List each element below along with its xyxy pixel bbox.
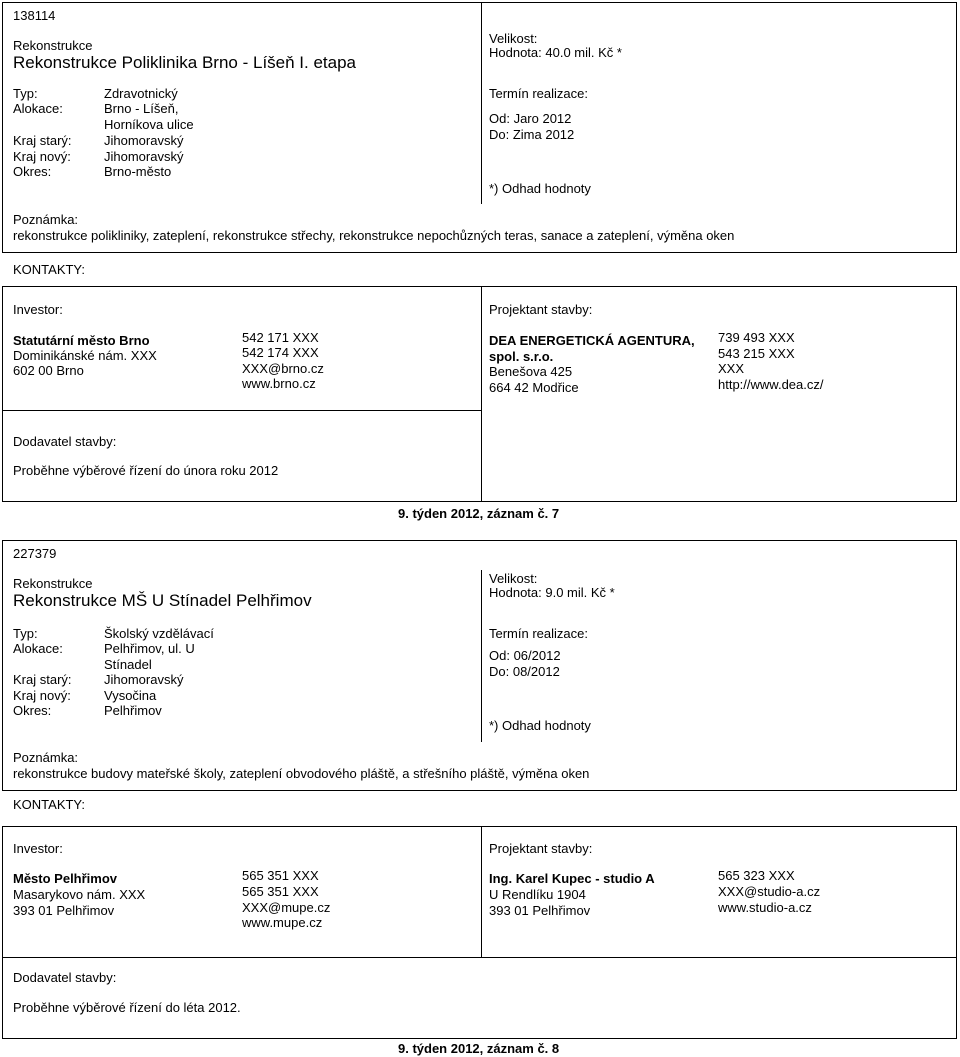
contacts-hline xyxy=(2,410,482,411)
header-divider xyxy=(481,2,482,204)
dodavatel-label: Dodavatel stavby: xyxy=(13,970,117,985)
typ-label: Typ: xyxy=(13,626,38,641)
kraj-novy-label: Kraj nový: xyxy=(13,149,71,164)
record-footer: 9. týden 2012, záznam č. 7 xyxy=(398,506,560,521)
velikost-label: Velikost: xyxy=(489,31,538,46)
termin-do: Do: 08/2012 xyxy=(489,664,560,679)
investor-email: XXX@mupe.cz xyxy=(242,900,331,915)
termin-do: Do: Zima 2012 xyxy=(489,127,575,142)
okres-value: Pelhřimov xyxy=(104,703,162,718)
dodavatel-text: Proběhne výběrové řízení do února roku 2012 xyxy=(13,463,279,478)
termin-od: Od: Jaro 2012 xyxy=(489,111,572,126)
contacts-divider xyxy=(481,826,482,957)
velikost-label: Velikost: xyxy=(489,571,538,586)
poznamka-text: rekonstrukce budovy mateřské školy, zateplení obvodového pláště, a střešního pláště, výměna oken xyxy=(13,766,590,781)
record-footer: 9. týden 2012, záznam č. 8 xyxy=(398,1041,560,1056)
kraj-stary-value: Jihomoravský xyxy=(104,672,184,687)
kontakty-label: KONTAKTY: xyxy=(13,262,85,277)
termin-od: Od: 06/2012 xyxy=(489,648,561,663)
investor-name: Město Pelhřimov xyxy=(13,871,118,886)
kontakty-label: KONTAKTY: xyxy=(13,797,85,812)
alokace-value-2: Stínadel xyxy=(104,657,152,672)
header-divider xyxy=(481,570,482,742)
investor-label: Investor: xyxy=(13,302,63,317)
projektant-email: XXX xyxy=(718,361,745,376)
poznamka-label: Poznámka: xyxy=(13,750,79,765)
poznamka-text: rekonstrukce polikliniky, zateplení, rekonstrukce střechy, rekonstrukce nepochůzných teras, sanace a zateplení, výměna oken xyxy=(13,228,735,243)
record-id: 227379 xyxy=(13,546,57,561)
kraj-stary-label: Kraj starý: xyxy=(13,672,72,687)
alokace-label: Alokace: xyxy=(13,641,63,656)
projektant-label: Projektant stavby: xyxy=(489,302,593,317)
projektant-address-2: 393 01 Pelhřimov xyxy=(489,903,591,918)
kraj-novy-label: Kraj nový: xyxy=(13,688,71,703)
termin-label: Termín realizace: xyxy=(489,86,588,101)
investor-phone-2: 542 174 XXX xyxy=(242,345,319,360)
record-title: Rekonstrukce Poliklinika Brno - Líšeň I. etapa xyxy=(13,53,357,72)
record-id: 138114 xyxy=(13,8,56,23)
typ-value: Školský vzdělávací xyxy=(104,626,214,641)
dodavatel-text: Proběhne výběrové řízení do léta 2012. xyxy=(13,1000,241,1015)
contacts-hline xyxy=(2,957,957,958)
investor-phone-2: 565 351 XXX xyxy=(242,884,319,899)
investor-phone-1: 565 351 XXX xyxy=(242,868,319,883)
projektant-web: http://www.dea.cz/ xyxy=(718,377,824,392)
projektant-phone-1: 565 323 XXX xyxy=(718,868,795,883)
alokace-value-2: Horníkova ulice xyxy=(104,117,194,132)
record-category: Rekonstrukce xyxy=(13,576,93,591)
projektant-phone-2: 543 215 XXX xyxy=(718,346,795,361)
record-title: Rekonstrukce MŠ U Stínadel Pelhřimov xyxy=(13,591,312,610)
odhad-note: *) Odhad hodnoty xyxy=(489,718,591,733)
hodnota-value: Hodnota: 40.0 mil. Kč * xyxy=(489,45,622,60)
investor-web: www.brno.cz xyxy=(242,376,316,391)
typ-value: Zdravotnický xyxy=(104,86,178,101)
record-category: Rekonstrukce xyxy=(13,38,93,53)
projektant-address-1: Benešova 425 xyxy=(489,364,573,379)
projektant-email: XXX@studio-a.cz xyxy=(718,884,821,899)
projektant-address-1: U Rendlíku 1904 xyxy=(489,887,586,902)
odhad-note: *) Odhad hodnoty xyxy=(489,181,591,196)
kraj-stary-label: Kraj starý: xyxy=(13,133,72,148)
investor-phone-1: 542 171 XXX xyxy=(242,330,319,345)
investor-email: XXX@brno.cz xyxy=(242,361,324,376)
dodavatel-label: Dodavatel stavby: xyxy=(13,434,117,449)
projektant-phone-1: 739 493 XXX xyxy=(718,330,795,345)
kraj-novy-value: Vysočina xyxy=(104,688,157,703)
okres-label: Okres: xyxy=(13,164,52,179)
hodnota-value: Hodnota: 9.0 mil. Kč * xyxy=(489,585,615,600)
investor-address-1: Masarykovo nám. XXX xyxy=(13,887,146,902)
okres-value: Brno-město xyxy=(104,164,172,179)
projektant-address-2: 664 42 Modřice xyxy=(489,380,579,395)
investor-web: www.mupe.cz xyxy=(242,915,323,930)
kraj-stary-value: Jihomoravský xyxy=(104,133,184,148)
okres-label: Okres: xyxy=(13,703,52,718)
investor-address-2: 602 00 Brno xyxy=(13,363,84,378)
projektant-label: Projektant stavby: xyxy=(489,841,593,856)
kraj-novy-value: Jihomoravský xyxy=(104,149,184,164)
projektant-name-2: spol. s.r.o. xyxy=(489,349,554,364)
alokace-value-1: Pelhřimov, ul. U xyxy=(104,641,195,656)
investor-address-1: Dominikánské nám. XXX xyxy=(13,348,157,363)
projektant-name-1: DEA ENERGETICKÁ AGENTURA, xyxy=(489,333,695,348)
poznamka-label: Poznámka: xyxy=(13,212,79,227)
alokace-label: Alokace: xyxy=(13,101,63,116)
investor-address-2: 393 01 Pelhřimov xyxy=(13,903,115,918)
investor-label: Investor: xyxy=(13,841,63,856)
projektant-web: www.studio-a.cz xyxy=(718,900,812,915)
termin-label: Termín realizace: xyxy=(489,626,588,641)
investor-name: Statutární město Brno xyxy=(13,333,150,348)
contacts-divider xyxy=(481,286,482,502)
projektant-name-1: Ing. Karel Kupec - studio A xyxy=(489,871,655,886)
typ-label: Typ: xyxy=(13,86,38,101)
alokace-value-1: Brno - Líšeň, xyxy=(104,101,179,116)
